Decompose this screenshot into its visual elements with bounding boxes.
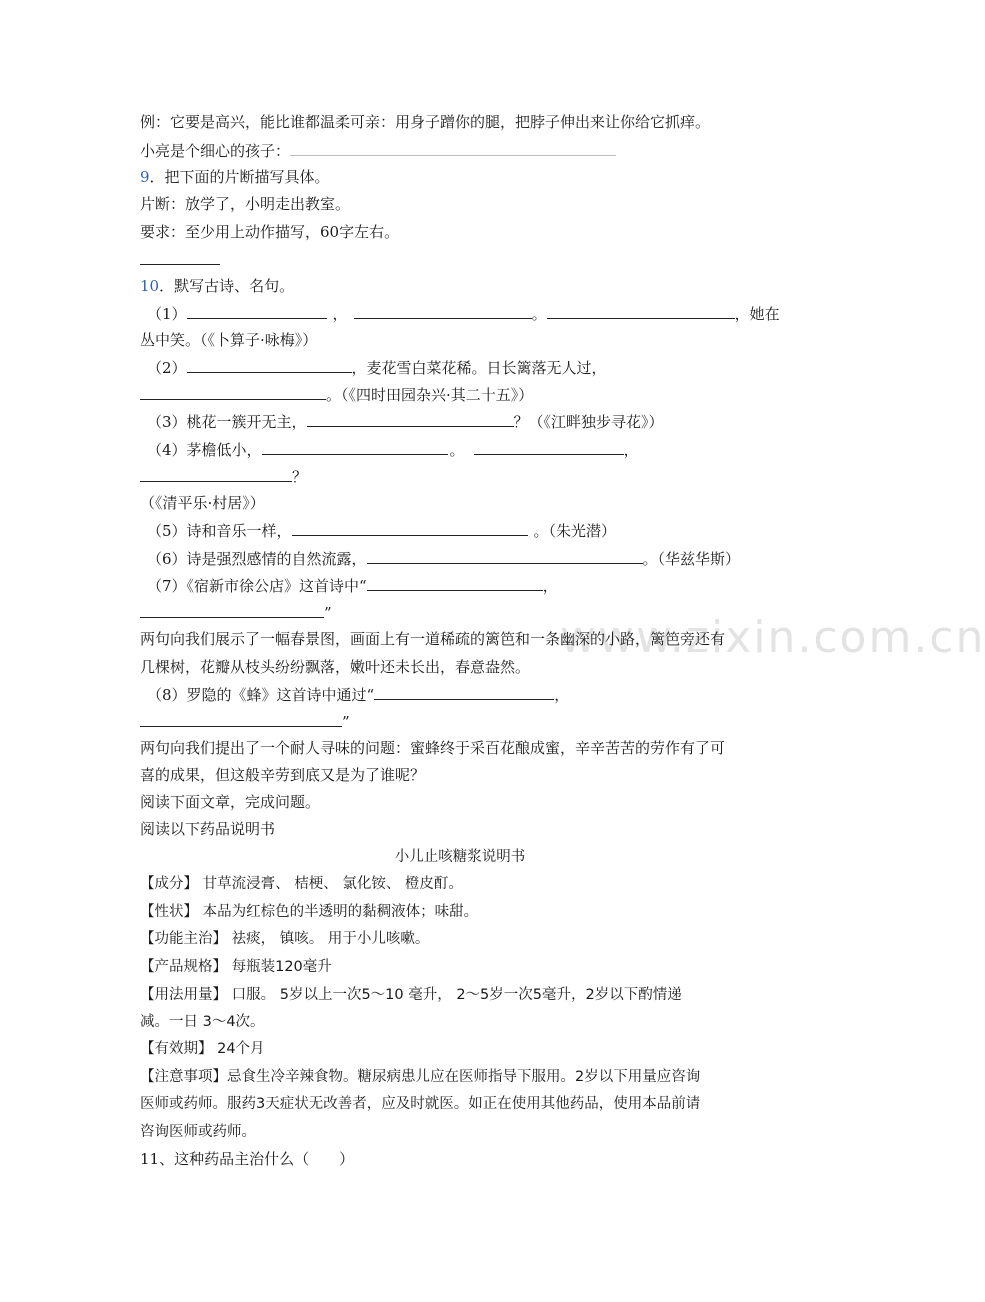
answer-blank[interactable] — [367, 548, 643, 564]
q10-item-4-source: （《清平乐·村居》） — [140, 494, 265, 512]
q10-item-4 — [147, 439, 639, 460]
item-label: （6）诗是强烈感情的自然流露， — [147, 550, 367, 568]
q9-fragment: 片断：放学了，小明走出教室。 — [140, 195, 351, 213]
answer-blank[interactable] — [367, 575, 543, 591]
punct: ， — [554, 686, 570, 704]
example-prompt-line — [140, 140, 616, 161]
punct: ， — [332, 305, 348, 323]
question-number: 9 — [140, 168, 150, 186]
leaflet-notes-2: 医师或药师。服药3天症状无改善者，应及时就医。如正在使用其他药品，使用本品前请 — [140, 1096, 701, 1112]
example-prompt: 小亮是个细心的孩子： — [140, 142, 291, 160]
answer-blank[interactable] — [374, 684, 554, 700]
example-line: 例：它要是高兴，能比谁都温柔可亲：用身子蹭你的腿，把脖子伸出来让你给它抓痒。 — [140, 113, 711, 131]
answer-blank[interactable] — [354, 303, 532, 319]
q10-item-1-cont: 丛中笑。（《卜算子·咏梅》） — [140, 331, 318, 349]
punct: ， — [623, 441, 639, 459]
leaflet-ingredients: 【成分】 甘草流浸膏、 桔梗、 氯化铵、 橙皮酊。 — [140, 876, 463, 892]
punct: 。 — [531, 305, 547, 323]
question-title: ．把下面的片断描写具体。 — [149, 168, 330, 186]
answer-blank[interactable] — [187, 357, 352, 373]
reading-intro-1: 阅读下面文章，完成问题。 — [140, 793, 321, 811]
leaflet-validity: 【有效期】 24个月 — [140, 1041, 265, 1057]
q10-item-8 — [147, 684, 569, 705]
answer-blank[interactable] — [290, 140, 616, 156]
item-label: （3）桃花一簇开无主， — [147, 413, 307, 431]
answer-blank[interactable] — [292, 520, 528, 536]
q10-item-4-cont — [140, 466, 307, 487]
q10-item-8-desc2: 喜的成果，但这般辛劳到底又是为了谁呢？ — [140, 766, 426, 784]
item-text: ？ — [292, 468, 308, 486]
item-text: 。（华兹华斯） — [642, 550, 741, 568]
leaflet-usage-1: 【用法用量】 口服。 5岁以上一次5～10 毫升， 2～5岁一次5毫升，2岁以下酌情递 — [140, 987, 682, 1003]
answer-blank[interactable] — [262, 439, 448, 455]
q10-item-7-desc1: 两句向我们展示了一幅春景图，画面上有一道稀疏的篱笆和一条幽深的小路，篱笆旁还有 — [140, 630, 726, 648]
q10-item-8-desc1: 两句向我们提出了一个耐人寻味的问题：蜜蜂终于采百花酿成蜜，辛辛苦苦的劳作有了可 — [140, 739, 726, 757]
leaflet-usage-2: 减。一日 3～4次。 — [140, 1014, 265, 1030]
answer-blank[interactable] — [187, 303, 327, 319]
item-label: （1） — [147, 305, 187, 323]
question-number: 10 — [140, 277, 160, 295]
watermark: www.zixin.com.cn — [560, 612, 985, 663]
leaflet-function: 【功能主治】 祛痰， 镇咳。 用于小儿咳嗽。 — [140, 931, 430, 947]
leaflet-properties: 【性状】 本品为红棕色的半透明的黏稠液体；味甜。 — [140, 904, 479, 920]
q10-item-2 — [147, 357, 607, 378]
answer-blank[interactable] — [140, 466, 292, 482]
item-label: （8）罗隐的《蜂》这首诗中通过“ — [147, 686, 375, 704]
leaflet-spec: 【产品规格】 每瓶装120毫升 — [140, 959, 332, 975]
q10-item-7-cont — [140, 602, 332, 623]
q11-line: 11、这种药品主治什么（ ） — [140, 1150, 355, 1168]
q9-answer-line — [140, 249, 220, 270]
answer-blank[interactable] — [307, 411, 514, 427]
leaflet-notes-1: 【注意事项】忌食生冷辛辣食物。糖尿病患儿应在医师指导下服用。2岁以下用量应咨询 — [140, 1069, 701, 1085]
q9-requirement: 要求：至少用上动作描写，60字左右。 — [140, 223, 400, 241]
punct: ， — [542, 577, 558, 595]
q10-item-7-desc2: 几棵树，花瓣从枝头纷纷飘落，嫩叶还未长出，春意盎然。 — [140, 658, 531, 676]
q10-item-1 — [147, 303, 780, 324]
q10-item-8-cont — [140, 711, 350, 732]
q9-title-line — [140, 167, 330, 187]
q10-item-5 — [147, 520, 616, 541]
item-text: ？（《江畔独步寻花》） — [513, 413, 664, 431]
item-text: ，麦花雪白菜花稀。日长篱落无人过， — [351, 359, 607, 377]
item-label: （4）茅檐低小， — [147, 441, 262, 459]
punct: ” — [324, 604, 332, 622]
q10-item-3 — [147, 411, 664, 432]
q10-title-line — [140, 276, 294, 296]
item-label: （5）诗和音乐一样， — [147, 522, 292, 540]
question-title: ．默写古诗、名句。 — [159, 277, 295, 295]
q10-item-7 — [147, 575, 558, 596]
item-label: （2） — [147, 359, 187, 377]
leaflet-title: 小儿止咳糖浆说明书 — [394, 849, 526, 865]
answer-blank[interactable] — [140, 384, 326, 400]
item-text: 。（朱光潜） — [533, 522, 617, 540]
punct: 。 — [449, 441, 465, 459]
answer-blank[interactable] — [140, 711, 342, 727]
item-label: （7）《宿新市徐公店》这首诗中“ — [147, 577, 367, 595]
leaflet-notes-3: 咨询医师或药师。 — [140, 1124, 256, 1140]
item-text: ，她在 — [734, 305, 780, 323]
answer-blank[interactable] — [547, 303, 735, 319]
answer-blank[interactable] — [140, 602, 324, 618]
item-text: 。（《四时田园杂兴·其二十五》） — [326, 386, 534, 404]
punct: ” — [342, 713, 350, 731]
q10-item-2-cont — [140, 384, 533, 405]
q10-item-6 — [147, 548, 740, 569]
answer-blank[interactable] — [474, 439, 624, 455]
reading-intro-2: 阅读以下药品说明书 — [140, 820, 276, 838]
answer-blank[interactable] — [140, 249, 220, 265]
